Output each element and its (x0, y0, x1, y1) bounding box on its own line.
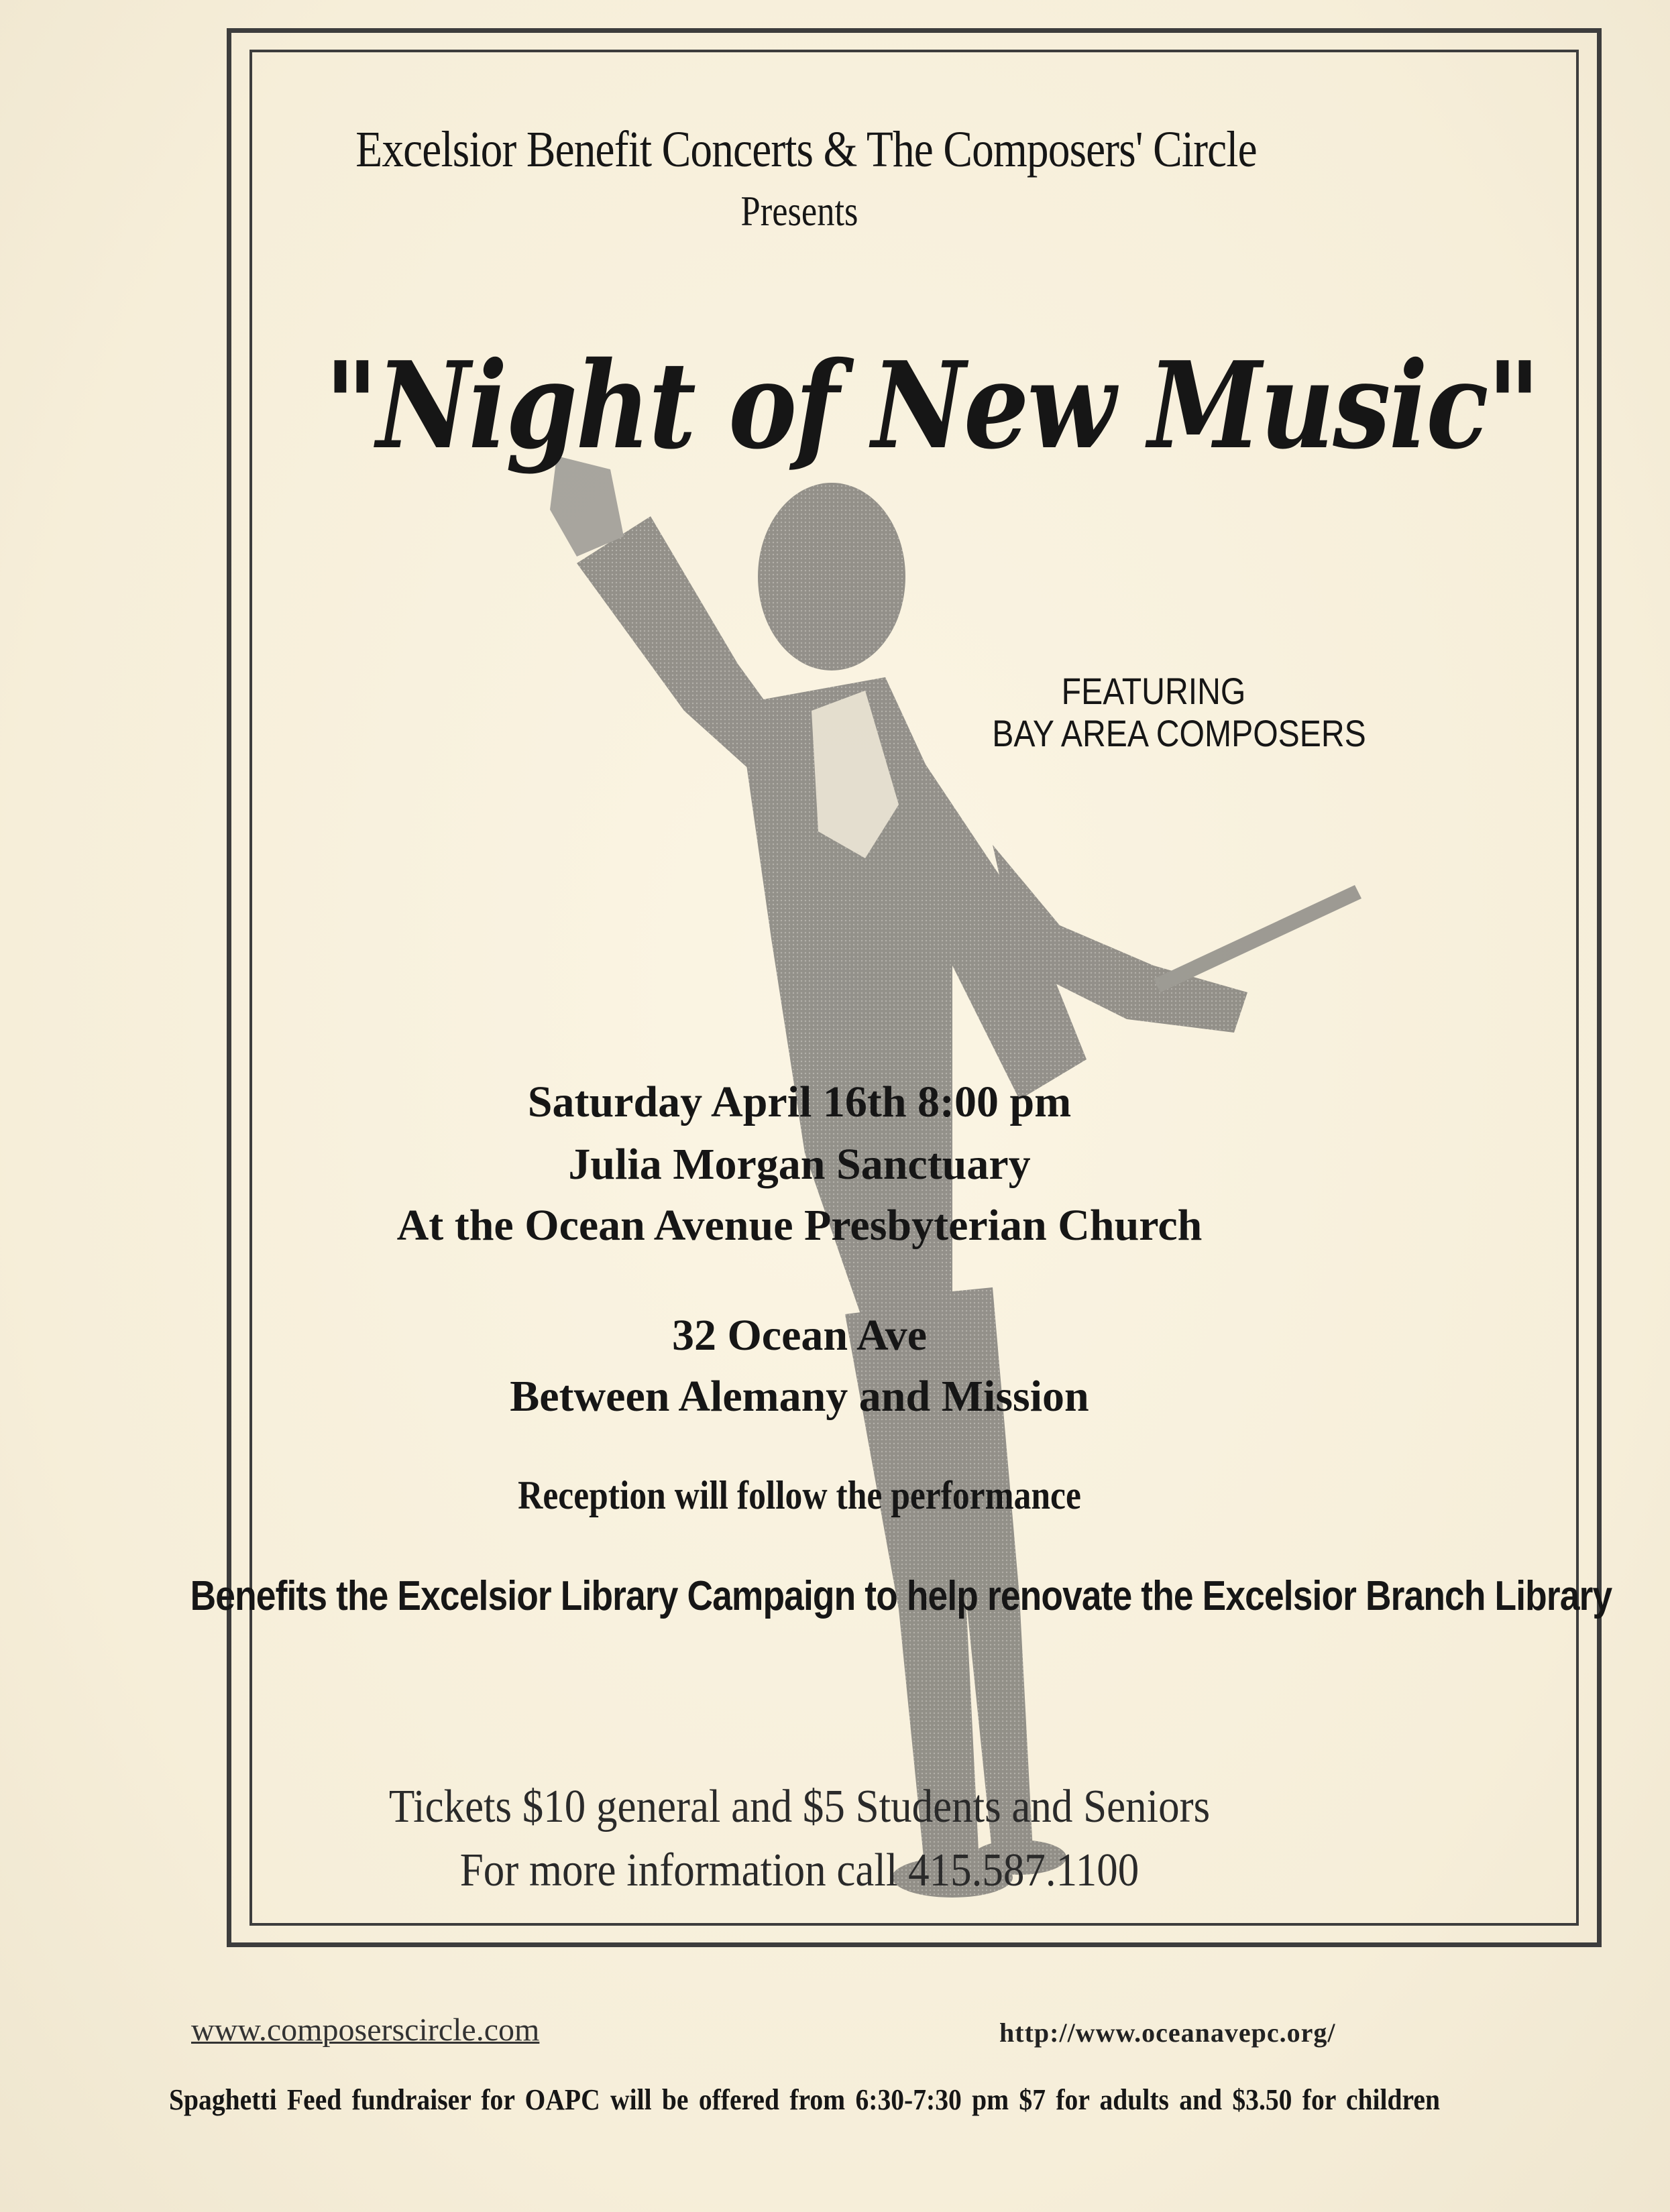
featuring-label: FEATURING (1061, 670, 1246, 712)
featuring-block (992, 670, 1366, 754)
presenters-heading: Excelsior Benefit Concerts & The Composers' Circle (355, 121, 1257, 178)
composers-circle-link[interactable]: www.composerscircle.com (191, 2012, 540, 2048)
event-church: At the Ocean Avenue Presbyterian Church (396, 1201, 1203, 1250)
spaghetti-feed-note: Spaghetti Feed fundraiser for OAPC will be offered from 6:30-7:30 pm $7 for adults and $3.50 for children (169, 2083, 1441, 2116)
oceanavepc-link[interactable]: http://www.oceanavepc.org/ (999, 2018, 1336, 2048)
event-address: 32 Ocean Ave (671, 1311, 928, 1360)
event-venue: Julia Morgan Sanctuary (568, 1140, 1031, 1189)
info-phone: For more information call 415.587.1100 (459, 1845, 1139, 1896)
benefits-statement: Benefits the Excelsior Library Campaign to help renovate the Excelsior Branch Library (190, 1573, 1612, 1619)
featuring-composers: BAY AREA COMPOSERS (992, 711, 1366, 754)
presents-label: Presents (740, 187, 858, 235)
reception-note: Reception will follow the performance (518, 1473, 1081, 1517)
ticket-prices: Tickets $10 general and $5 Students and Seniors (388, 1781, 1211, 1832)
event-date-time: Saturday April 16th 8:00 pm (527, 1078, 1072, 1126)
concert-title: "Night of New Music" (325, 335, 1539, 475)
event-cross-streets: Between Alemany and Mission (510, 1372, 1089, 1421)
